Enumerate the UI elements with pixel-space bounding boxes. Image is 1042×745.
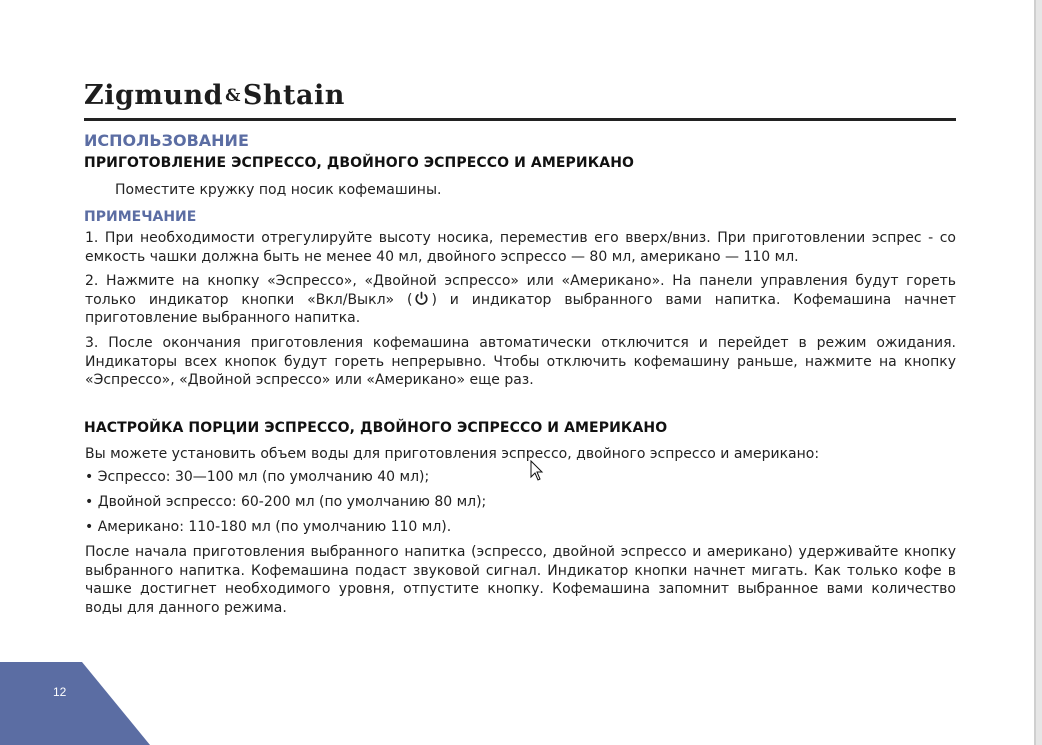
intro-text: Поместите кружку под носик кофемашины. bbox=[115, 182, 442, 198]
note-title: ПРИМЕЧАНИЕ bbox=[84, 209, 197, 225]
closing-paragraph: После начала приготовления выбранного напитка (эспрессо, двойной эспрессо и американо) удерживайте кнопку выбранного напитка. Кофемашина подаст звуковой сигнал. Индикатор кнопки начнет мигать. Как только кофе в чашке достигнет необходимого уровня, отпустите кнопку. Кофемашина запомнит выбранное вами количество воды для данного режима. bbox=[85, 544, 956, 616]
page-number: 12 bbox=[53, 685, 67, 699]
note-2 bbox=[85, 272, 956, 328]
note-2-text-end: ) и индикатор выбранного вами напитка. Кофемашина начнет приготовление выбранного напитка. bbox=[85, 291, 956, 326]
page-corner bbox=[0, 662, 150, 745]
logo-left: Zigmund bbox=[84, 80, 224, 111]
note-1: 1. При необходимости отрегулируйте высоту носика, переместив его вверх/вниз. При приготовлении эспрес - со емкость чашки должна быть не менее 40 мл, двойного эспрессо — 80 мл, американо — 110 мл. bbox=[85, 230, 956, 265]
logo-ampersand: & bbox=[225, 86, 241, 106]
heading-preparation: ПРИГОТОВЛЕНИЕ ЭСПРЕССО, ДВОЙНОГО ЭСПРЕССО И АМЕРИКАНО bbox=[84, 155, 635, 171]
power-icon bbox=[414, 291, 429, 306]
header-rule bbox=[84, 118, 956, 121]
volume-intro: Вы можете установить объем воды для приготовления эспрессо, двойного эспрессо и американо: bbox=[85, 446, 820, 462]
brand-logo bbox=[84, 80, 345, 111]
logo-right: Shtain bbox=[242, 80, 345, 111]
note-2-text-start: 2. Нажмите на кнопку «Эспрессо», «Двойной эспрессо» или «Американо». На панели управления будут гореть только индикатор кнопки «Вкл/Выкл» ( bbox=[85, 273, 956, 308]
bullet-double-espresso: • Двойной эспрессо: 60-200 мл (по умолчанию 80 мл); bbox=[85, 494, 487, 510]
bullet-americano: • Американо: 110-180 мл (по умолчанию 110 мл). bbox=[85, 519, 452, 535]
section-title: ИСПОЛЬЗОВАНИЕ bbox=[84, 131, 249, 150]
heading-portion: НАСТРОЙКА ПОРЦИИ ЭСПРЕССО, ДВОЙНОГО ЭСПРЕССО И АМЕРИКАНО bbox=[84, 420, 668, 436]
scrollbar[interactable] bbox=[1034, 0, 1042, 745]
mouse-cursor-icon bbox=[530, 460, 544, 482]
bullet-espresso: • Эспрессо: 30—100 мл (по умолчанию 40 мл); bbox=[85, 469, 430, 485]
note-3: 3. После окончания приготовления кофемашина автоматически отключится и перейдет в режим ожидания. Индикаторы всех кнопок будут гореть непрерывно. Чтобы отключить кофемашину раньше, нажмите на кнопку «Эспрессо», «Двойной эспрессо» или «Американо» еще раз. bbox=[85, 335, 956, 388]
